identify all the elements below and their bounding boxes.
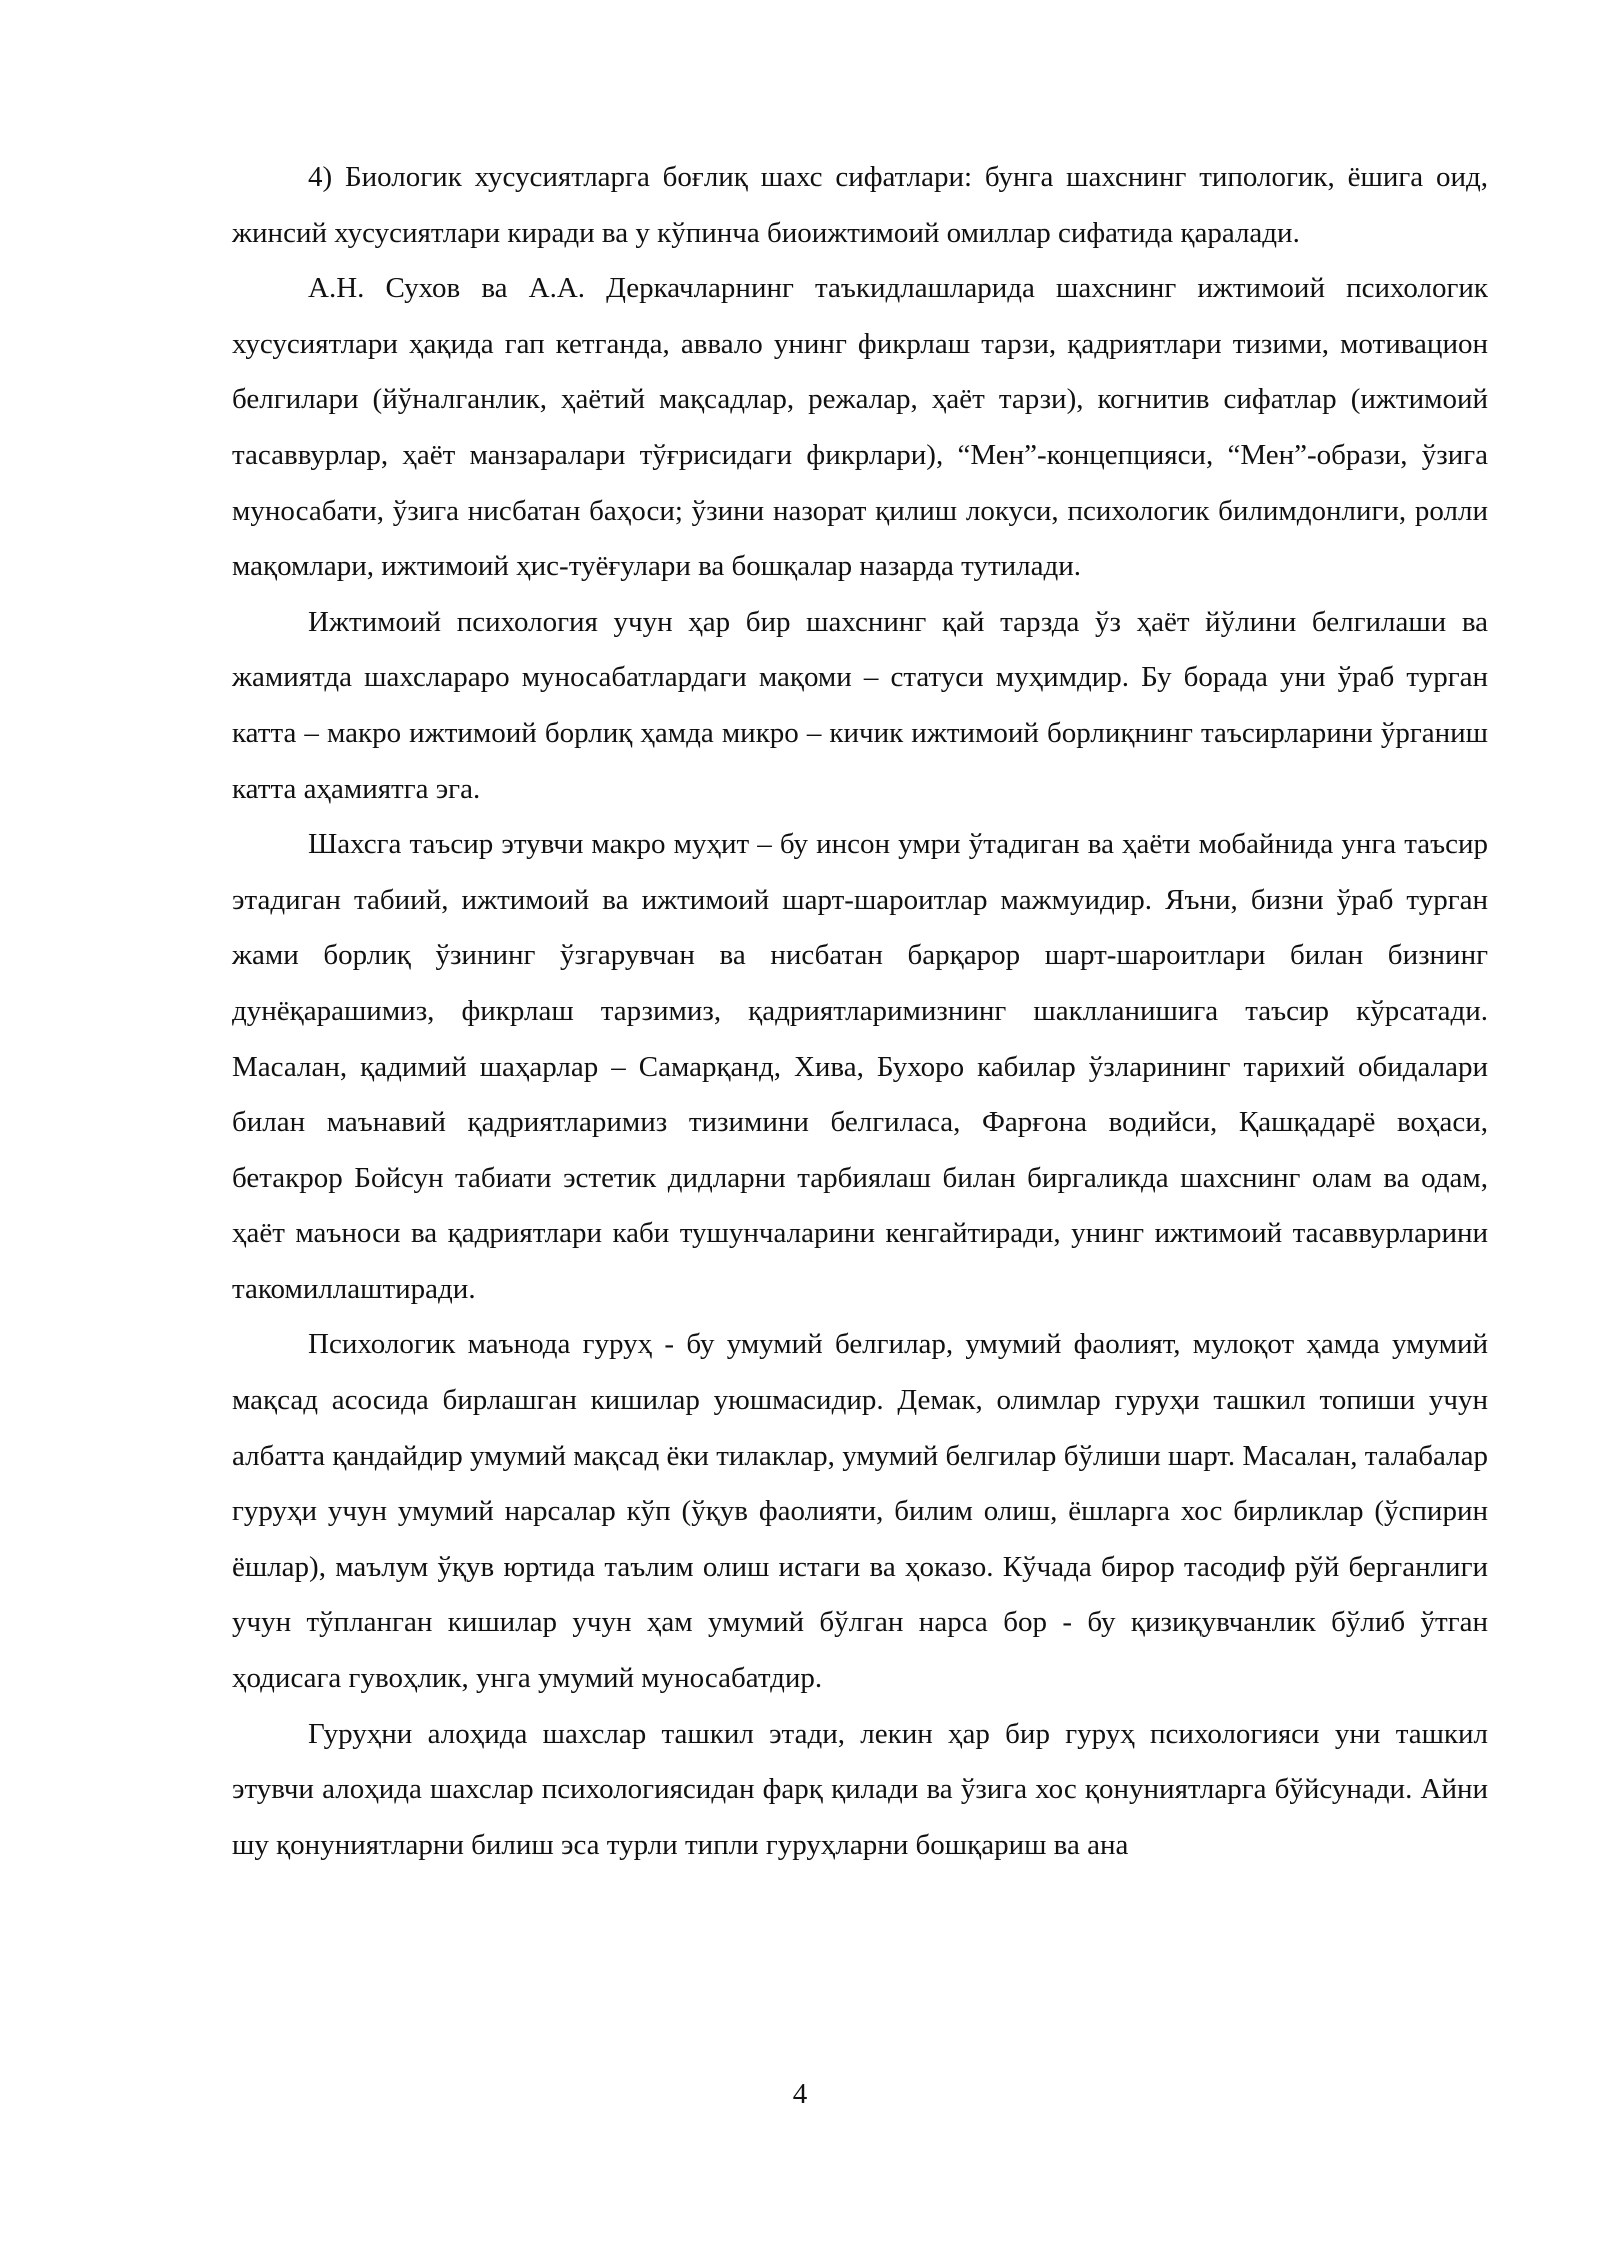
body-text [232,150,1488,1873]
page-number: 4 [792,2078,808,2110]
paragraph-biological-traits: 4) Биологик хусусиятларга боғлиқ шахс сифатлари: бунга шахснинг типологик, ёшига оид, жинсий хусусиятлари киради ва у кўпинча биоижтимоий омиллар сифатида қаралади. [232,161,1488,249]
paragraph-group-individuals: Гуруҳни алоҳида шахслар ташкил этади, лекин ҳар бир гуруҳ психологияси уни ташкил этувчи алоҳида шахслар психологиясидан фарқ қилади ва ўзига хос қонуниятларга бўйсунади. Айни шу қонуниятларни билиш эса турли типли гуруҳларни бошқариш ва ана [232,1717,1488,1861]
paragraph-macro-environment: Шахсга таъсир этувчи макро муҳит – бу инсон умри ўтадиган ва ҳаёти мобайнида унга таъсир этадиган табиий, ижтимоий ва ижтимоий шарт-шароитлар мажмуидир. Яъни, бизни ўраб турган жами борлиқ ўзининг ўзгарувчан ва нисбатан барқарор шарт-шароитлари билан бизнинг дунёқарашимиз, фикрлаш тарзимиз, қадриятларимизнинг шаклланишига таъсир кўрсатади. Масалан, қадимий шаҳарлар – Самарқанд, Хива, Бухоро кабилар ўзларининг тарихий обидалари билан маънавий қадриятларимиз тизимини белгиласа, Фарғона водийси, Қашқадарё воҳаси, бетакрор Бойсун табиати эстетик дидларни тарбиялаш билан биргаликда шахснинг олам ва одам, ҳаёт маъноси ва қадриятлари каби тушунчаларини кенгайтиради, унинг ижтимоий тасаввурларини такомиллаштиради. [232,828,1488,1305]
paragraph-social-psychology-status: Ижтимоий психология учун ҳар бир шахснинг қай тарзда ўз ҳаёт йўлини белгилаши ва жамиятда шахслараро муносабатлардаги мақоми – статуси муҳимдир. Бу борада уни ўраб турган катта – макро ижтимоий борлиқ ҳамда микро – кичик ижтимоий борлиқнинг таъсирларини ўрганиш катта аҳамиятга эга. [232,605,1488,805]
paragraph-sukhov-derkach: А.Н. Сухов ва А.А. Деркачларнинг таъкидлашларида шахснинг ижтимоий психологик хусусиятлари ҳақида гап кетганда, аввало унинг фикрлаш тарзи, қадриятлари тизими, мотивацион белгилари (йўналганлик, ҳаётий мақсадлар, режалар, ҳаёт тарзи), когнитив сифатлар (ижтимоий тасаввурлар, ҳаёт манзаралари тўғрисидаги фикрлари), “Мен”-концепцияси, “Мен”-образи, ўзига муносабати, ўзига нисбатан баҳоси; ўзини назорат қилиш локуси, психологик билимдонлиги, ролли мақомлари, ижтимоий ҳис-туёғулари ва бошқалар назарда тутилади. [232,272,1488,583]
paragraph-group-definition: Психологик маънода гуруҳ - бу умумий белгилар, умумий фаолият, мулоқот ҳамда умумий мақсад асосида бирлашган кишилар уюшмасидир. Демак, олимлар гуруҳи ташкил топиши учун албатта қандайдир умумий мақсад ёки тилаклар, умумий белгилар бўлиши шарт. Масалан, талабалар гуруҳи учун умумий нарсалар кўп (ўқув фаолияти, билим олиш, ёшларга хос бирликлар (ўспирин ёшлар), маълум ўқув юртида таълим олиш истаги ва ҳоказо. Кўчада бирор тасодиф рўй берганлиги учун тўпланган кишилар учун ҳам умумий бўлган нарса бор - бу қизиқувчанлик бўлиб ўтган ҳодисага гувоҳлик, унга умумий муносабатдир. [232,1328,1488,1695]
